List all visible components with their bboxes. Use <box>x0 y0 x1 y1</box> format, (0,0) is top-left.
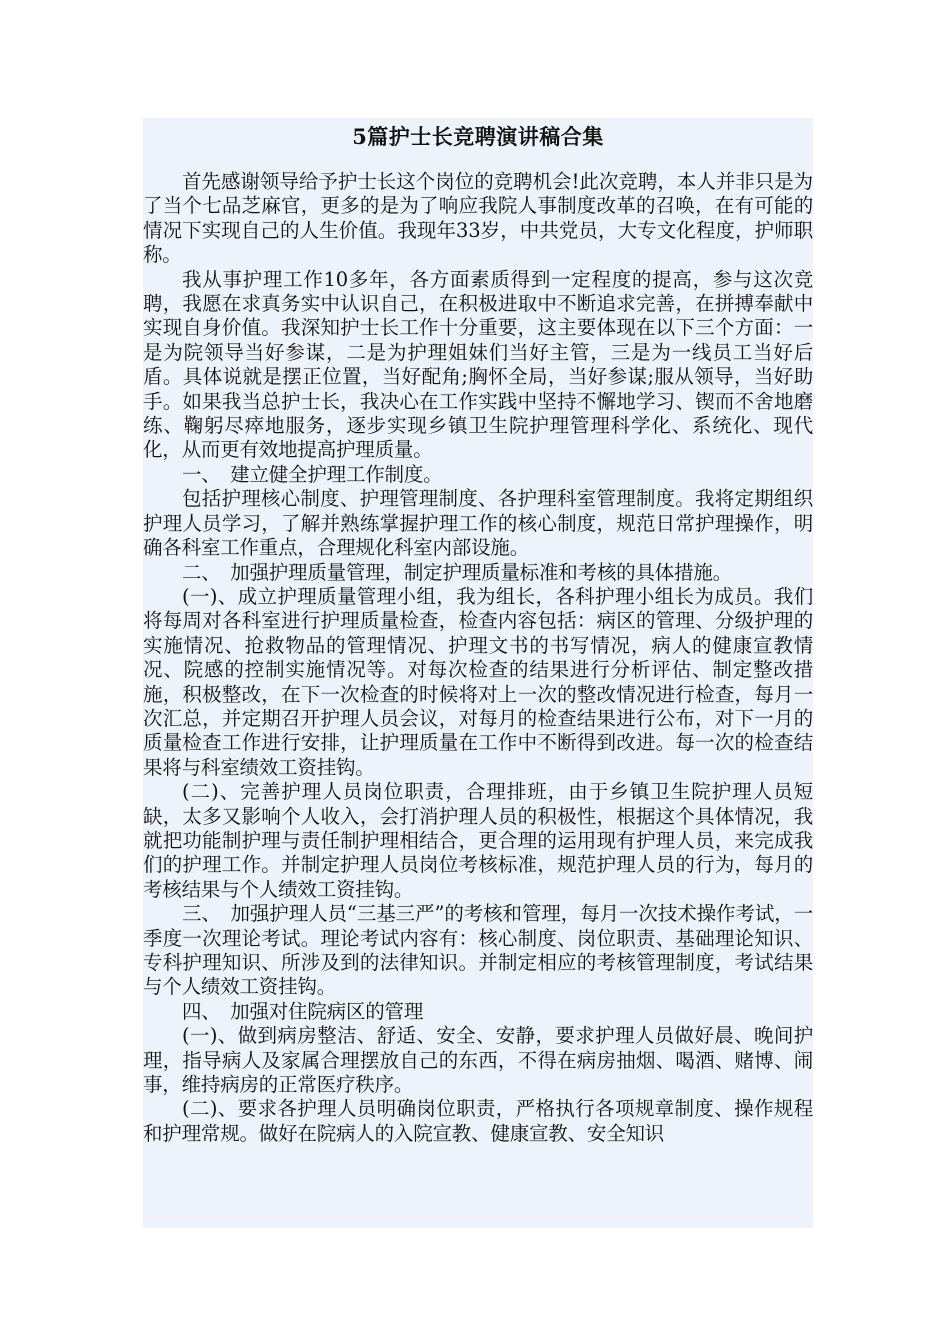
paragraph-body: (一)、做到病房整洁、舒适、安全、安静，要求护理人员做好晨、晚间护理，指导病人及家属合理摆放自己的东西，不得在病房抽烟、喝酒、赌博、闹事，维持病房的正常医疗秩序。 <box>143 1024 813 1097</box>
paragraph-intro: 首先感谢领导给予护士长这个岗位的竞聘机会!此次竞聘，本人并非只是为了当个七品芝麻官，更多的是为了响应我院人事制度改革的召唤，在有可能的情况下实现自己的人生价值。我现年33岁，中共党员，大专文化程度，护师职称。 <box>143 170 813 267</box>
paragraph-body: 包括护理核心制度、护理管理制度、各护理科室管理制度。我将定期组织护理人员学习，了解并熟练掌握护理工作的核心制度，规范日常护理操作，明确各科室工作重点，合理规化科室内部设施。 <box>143 487 813 560</box>
document-title: 5篇护士长竞聘演讲稿合集 <box>352 124 604 149</box>
paragraph-body: (二)、要求各护理人员明确岗位职责，严格执行各项规章制度、操作规程和护理常规。做好在院病人的入院宣教、健康宣教、安全知识 <box>143 1097 813 1145</box>
paragraph-heading-4: 四、 加强对住院病区的管理 <box>182 999 424 1023</box>
paragraph-heading-3: 三、 加强护理人员“三基三严”的考核和管理，每月一次技术操作考试，一季度一次理论考试。理论考试内容有：核心制度、岗位职责、基础理论知识、专科护理知识、所涉及到的法律知识。并制定相应的考核管理制度，考试结果与个人绩效工资挂钩。 <box>143 902 813 999</box>
paragraph-body: (一)、成立护理质量管理小组，我为组长，各科护理小组长为成员。我们将每周对各科室进行护理质量检查，检查内容包括：病区的管理、分级护理的实施情况、抢救物品的管理情况、护理文书的书写情况，病人的健康宣教情况、院感的控制实施情况等。对每次检查的结果进行分析评估、制定整改措施，积极整改，在下一次检查的时候将对上一次的整改情况进行检查，每月一次汇总，并定期召开护理人员会议，对每月的检查结果进行公布，对下一月的质量检查工作进行安排，让护理质量在工作中不断得到改进。每一次的检查结果将与科室绩效工资挂钩。 <box>143 584 813 779</box>
paragraph-experience: 我从事护理工作10多年，各方面素质得到一定程度的提高，参与这次竞聘，我愿在求真务实中认识自己，在积极进取中不断追求完善，在拼搏奉献中实现自身价值。我深知护士长工作十分重要，这主要体现在以下三个方面：一是为院领导当好参谋，二是为护理姐妹们当好主管，三是为一线员工当好后盾。具体说就是摆正位置，当好配角;胸怀全局，当好参谋;服从领导，当好助手。如果我当总护士长，我决心在工作实践中坚持不懈地学习、锲而不舍地磨练、鞠躬尽瘁地服务，逐步实现乡镇卫生院护理管理科学化、系统化、现代化，从而更有效地提高护理质量。 <box>143 267 813 462</box>
paragraph-heading-2: 二、 加强护理质量管理，制定护理质量标准和考核的具体措施。 <box>182 560 732 584</box>
paragraph-heading-1: 一、 建立健全护理工作制度。 <box>182 462 443 486</box>
document-page <box>143 118 813 1228</box>
paragraph-body: (二)、完善护理人员岗位职责，合理排班，由于乡镇卫生院护理人员短缺，太多又影响个人收入，会打消护理人员的积极性，根据这个具体情况，我就把功能制护理与责任制护理相结合，更合理的运用现有护理人员，来完成我们的护理工作。并制定护理人员岗位考核标准，规范护理人员的行为，每月的考核结果与个人绩效工资挂钩。 <box>143 780 813 901</box>
